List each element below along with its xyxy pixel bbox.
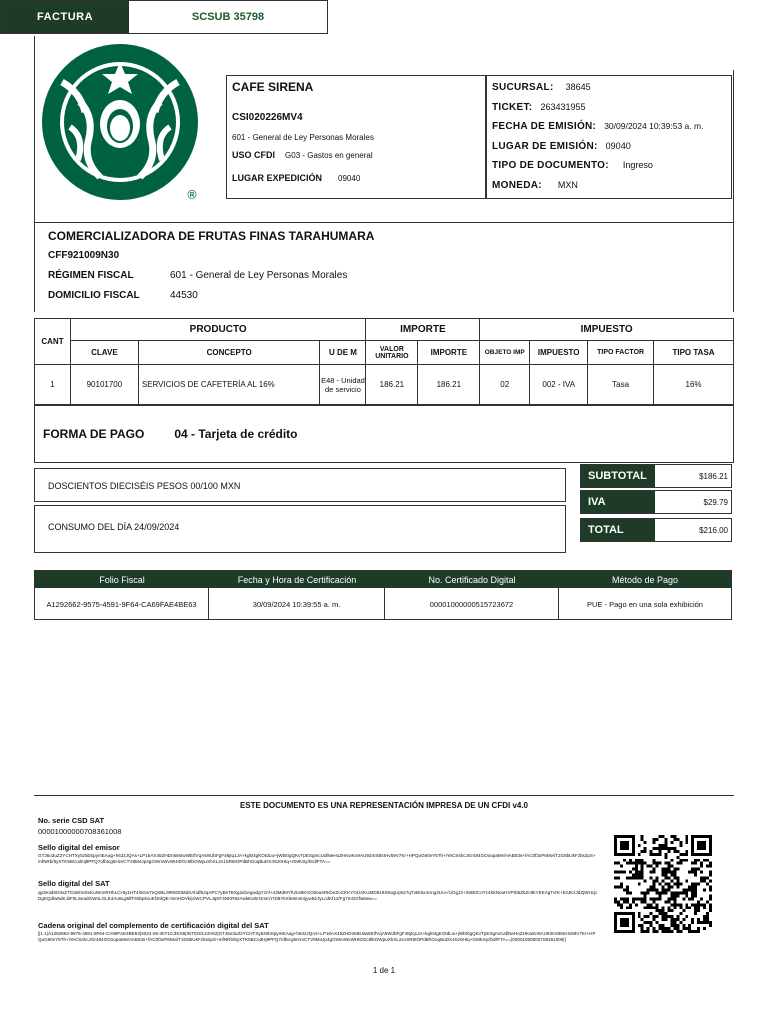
- folio-value: SCSUB 35798: [191, 11, 265, 23]
- sucursal-row: [492, 82, 726, 102]
- ticket-row: [492, 102, 726, 122]
- moneda-label: MONEDA:: [492, 179, 542, 191]
- regimen-value: 601 - General de Ley Personas Morales: [170, 270, 348, 281]
- cell-importe: 186.21: [418, 365, 480, 405]
- col-impuesto: IMPUESTO: [530, 341, 588, 365]
- folio-fiscal-header: Folio Fiscal: [99, 574, 145, 585]
- domicilio-row: [48, 290, 198, 301]
- certificado-header: No. Certificado Digital: [428, 574, 516, 585]
- total-label: TOTAL: [581, 519, 655, 541]
- metodo-pago-value: PUE - Pago en una sola exhibición: [587, 599, 703, 609]
- receptor-rfc: CFF921009N30: [48, 250, 120, 261]
- lugar-expedicion-label: LUGAR EXPEDICIÓN: [232, 173, 323, 183]
- svg-text:®: ®: [186, 188, 198, 202]
- sucursal-value: 38645: [565, 82, 591, 92]
- sucursal-box: [486, 75, 732, 199]
- lugar-emision-label: LUGAR DE EMISIÓN:: [492, 140, 598, 152]
- doc-header-bar: [0, 0, 328, 34]
- receptor-box: [34, 222, 734, 312]
- folio-fiscal-value: A1292662-9575-4591-9F64-CA69FAE4BE63: [35, 588, 209, 620]
- cadena-value: ||1.1|A1292662-9575-4591-9F64-CA69FAE4BE63|2024-09-30T10:39:55|INT020124V62|GTJ6o3uZ2YCHTXy5z5bSpymEAag+h63zJQAs+LP16AX45ZHDn58sIwWEIfVqA5WJbFgF48jIq1JA+kgl04gKOtdLw+jWbI0gQKvTpESgmcUdlNeHoZHKwKn9AU93mSBsIHv59V7Kr+HPQuG60vY5Th+iYeCSshcJGr484GOoopaMv/HAB03s+fAC0f3xP6Mvi/T2G8bUkFzbs2pS+mfNRb/6yXTK5BCodHj9PFQ7ofbIcg6HzvCTV8M4Jp4gGWmWvWHIDGc8lbOWpuXhXL2x1SRt6OPdBhOoqBuDX4Sz0Htq+GMKSy/DollFTA==|00001000000708361008||: [38, 931, 596, 942]
- csd-label: No. serie CSD SAT: [38, 816, 105, 825]
- cell-cant: 1: [35, 365, 71, 405]
- col-valor-unitario: VALOR UNITARIO: [366, 341, 418, 365]
- moneda-value: MXN: [557, 179, 578, 190]
- iva-value: $29.79: [703, 497, 728, 507]
- uso-cfdi-row: [232, 150, 480, 160]
- items-table: [34, 318, 734, 405]
- fecha-emision-label: FECHA DE EMISIÓN:: [492, 121, 597, 132]
- forma-pago-value: 04 - Tarjeta de crédito: [174, 427, 298, 441]
- fecha-emision-row: [492, 121, 726, 141]
- lugar-emision-row: [492, 141, 726, 161]
- emisor-rfc: CSI020226MV4: [232, 112, 303, 123]
- domicilio-label: DOMICILIO FISCAL: [48, 290, 140, 301]
- total-row: [580, 518, 732, 542]
- fecha-certificacion-value: 30/09/2024 10:39:55 a. m.: [209, 588, 385, 620]
- col-concepto: CONCEPTO: [138, 341, 320, 365]
- cell-clave: 90101700: [70, 365, 138, 405]
- consumo-note: CONSUMO DEL DÍA 24/09/2024: [34, 505, 566, 553]
- tipo-documento-label: TIPO DE DOCUMENTO:: [492, 160, 609, 171]
- importe-header: IMPORTE: [366, 319, 480, 341]
- table-row: [35, 365, 734, 405]
- subtotal-value: $186.21: [699, 471, 728, 481]
- uso-cfdi-value: G03 - Gastos en general: [285, 151, 373, 160]
- ticket-value: 263431955: [540, 101, 586, 112]
- fecha-certificacion-header: Fecha y Hora de Certificación: [237, 574, 357, 585]
- sello-emisor-label: Sello digital del emisor: [38, 843, 120, 852]
- cant-header: CANT: [35, 319, 71, 365]
- cell-impuesto: 002 - IVA: [530, 365, 588, 405]
- metodo-pago-header: Método de Pago: [611, 574, 679, 585]
- producto-header: PRODUCTO: [70, 319, 365, 341]
- cadena-label: Cadena original del complemento de certificación digital del SAT: [38, 921, 269, 930]
- forma-pago-label: FORMA DE PAGO: [43, 427, 145, 441]
- qr-code: [614, 835, 712, 933]
- lugar-emision-value: 09040: [605, 140, 631, 151]
- forma-pago-box: [34, 405, 734, 463]
- tipo-documento-value: Ingreso: [622, 160, 653, 170]
- fecha-emision-value: 30/09/2024 10:39:53 a. m.: [604, 121, 704, 131]
- col-udem: U DE M: [320, 341, 366, 365]
- lugar-expedicion-row: [232, 173, 480, 183]
- iva-label: IVA: [581, 491, 655, 513]
- col-objeto-imp: OBJETO IMP: [480, 341, 530, 365]
- certification-table: [34, 570, 732, 620]
- col-tipo-factor: TIPO FACTOR: [588, 341, 654, 365]
- subtotal-row: [580, 464, 732, 488]
- impuesto-header: IMPUESTO: [480, 319, 734, 341]
- cell-udem: E48 - Unidad de servicio: [320, 365, 366, 405]
- cell-concepto: SERVICIOS DE CAFETERÍA AL 16%: [138, 365, 320, 405]
- cell-objeto-imp: 02: [480, 365, 530, 405]
- sello-sat-value: qp3e3d6G0xZ7G3elnnDxKuNmnRHhLCHty1HT4/5Gw7eQsBL/9R8O0MdSAhdf52qAPC7yBsTBXg2d1egwdgYznf+43MdMYfUk1BKGO0ea4RKbeZoCKKYOUAKUMD818S9ogUp5z7qTvBr5x4Ang3Uo+/UOgJ2+3SB0CoTz4SkNouHVPrb5Z6Zc9kYEKAgTvrK+b4JKzJdZjWHcjcDgKQdlw5dKJiiF0LSeadGWnLGLE4Au8Lg5ifF40bpkvuKf3nlQE+5mHOVk/p/WCPVLJqKF4NKR92AwkEw5rOmmYrD8YkXle8mnI4jywBzJyLcdKf12/Fg7mGGfw6ew==: [38, 890, 598, 901]
- table-group-header: [35, 319, 734, 341]
- emisor-regimen: 601 - General de Ley Personas Morales: [232, 133, 374, 142]
- right-border: [733, 70, 734, 222]
- sello-sat-label: Sello digital del SAT: [38, 879, 110, 888]
- representation-note: ESTE DOCUMENTO ES UNA REPRESENTACIÓN IMPRESA DE UN CFDI v4.0: [34, 795, 734, 810]
- table-column-header: [35, 341, 734, 365]
- emisor-box: [226, 75, 486, 199]
- domicilio-value: 44530: [170, 290, 198, 301]
- csd-value: 00001000000708361008: [38, 827, 122, 836]
- cell-valor-unitario: 186.21: [366, 365, 418, 405]
- moneda-row: [492, 180, 726, 200]
- ticket-label: TICKET:: [492, 101, 533, 113]
- total-value: $216.00: [699, 525, 728, 535]
- certification-row: [35, 588, 731, 620]
- uso-cfdi-label: USO CFDI: [232, 150, 276, 160]
- certificado-value: 00001000000515723672: [385, 588, 559, 620]
- certification-header: [35, 571, 731, 588]
- regimen-label: RÉGIMEN FISCAL: [48, 270, 134, 281]
- left-border: [34, 36, 35, 222]
- page-number: 1 de 1: [372, 966, 396, 975]
- col-tipo-tasa: TIPO TASA: [654, 341, 734, 365]
- starbucks-logo: [40, 42, 210, 202]
- sello-emisor-value: GTJ6o3uZ2YCHTXy5z5bSpymEAag+h63zJQAs+LP16AX45ZHDn58sIwWEIfVqA5WJbFgF48jIq1JA+kgl04gKOtdLw+jWbI0gQKvTpESgmcUdlNeHoZHKwKn9AU93mSBsIHv59V7Kr+HPQuG60vY5Th+iYeCSshcJGr484GOoopaMv/HAB03s+fAC0f3xP6Mvi/T2G8bUkFzbs2pS+mfNRb/6yXTK5BCodHj9PFQ7ofbIcg6HzvCTV8M4Jp4gGWmWvWHIDGc8lbOWpuXhXL2x1SRt6OPdBhOoqBuDX4Sz0Htq+GMKSy/DollFTA==: [38, 853, 596, 864]
- cell-tipo-factor: Tasa: [588, 365, 654, 405]
- regimen-row: [48, 270, 348, 281]
- col-importe: IMPORTE: [418, 341, 480, 365]
- subtotal-label: SUBTOTAL: [581, 465, 655, 487]
- emisor-name: CAFE SIRENA: [232, 80, 314, 94]
- sucursal-label: SUCURSAL:: [492, 82, 554, 93]
- lugar-expedicion-value: 09040: [338, 174, 361, 183]
- doc-type-label: FACTURA: [1, 1, 129, 33]
- iva-row: [580, 490, 732, 514]
- tipo-documento-row: [492, 160, 726, 180]
- receptor-name: COMERCIALIZADORA DE FRUTAS FINAS TARAHUMARA: [48, 229, 375, 243]
- col-clave: CLAVE: [70, 341, 138, 365]
- cell-tipo-tasa: 16%: [654, 365, 734, 405]
- amount-in-words: DOSCIENTOS DIECISÉIS PESOS 00/100 MXN: [34, 468, 566, 502]
